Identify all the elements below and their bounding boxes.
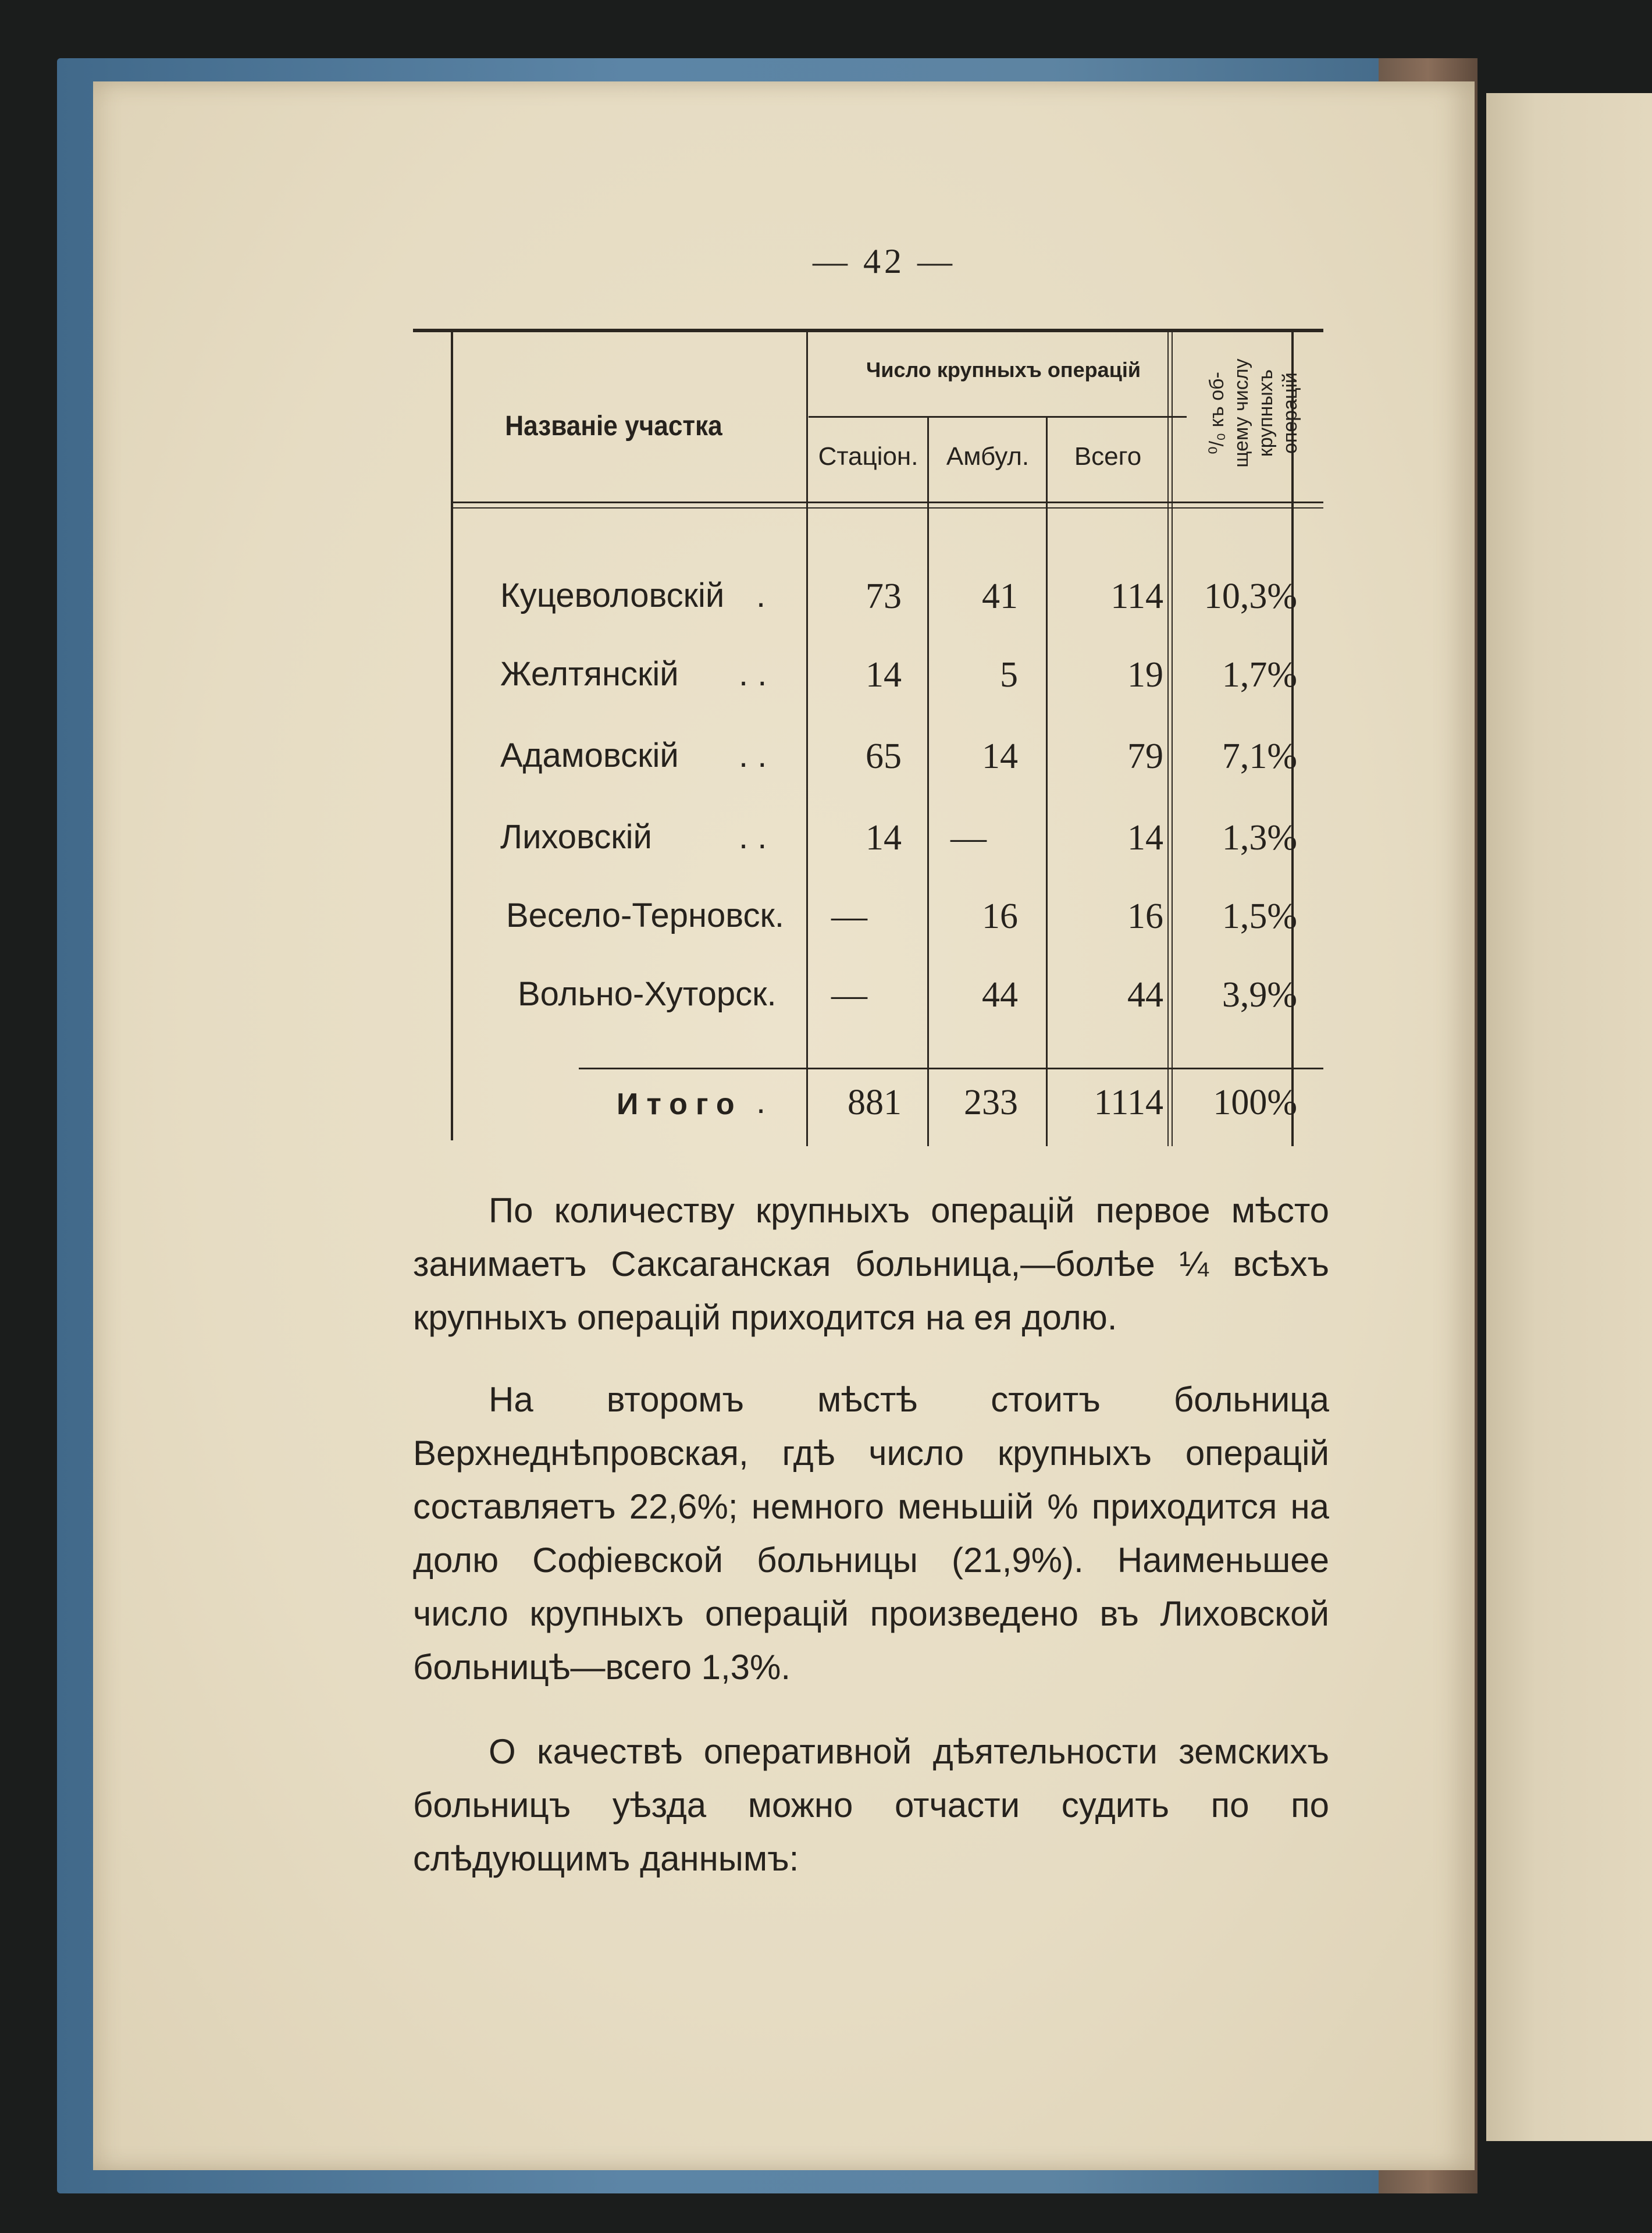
table-top-rule bbox=[413, 329, 1323, 332]
row-total: 79 bbox=[1127, 737, 1163, 776]
percent-header-line: операцій bbox=[1279, 372, 1301, 454]
table-row bbox=[413, 576, 1329, 634]
paragraph-text: По количеству крупныхъ операцій первое мѣсто занимаетъ Саксаганская больница,—болѣе ¼ всѣхъ крупныхъ операцій приходится на ея долю. bbox=[413, 1191, 1329, 1337]
row-amb: 16 bbox=[982, 897, 1018, 936]
row-dots: . . bbox=[739, 737, 767, 774]
total-amb: 233 bbox=[964, 1083, 1018, 1122]
table-row bbox=[413, 817, 1329, 876]
total-rule bbox=[579, 1068, 1323, 1069]
adjacent-page-edge bbox=[1486, 93, 1652, 2141]
total-dots: . bbox=[756, 1083, 766, 1121]
total-label: Итого bbox=[617, 1087, 743, 1121]
group-header-rule bbox=[809, 416, 1187, 418]
row-percent: 7,1% bbox=[1222, 737, 1297, 776]
row-name: Вольно-Хуторск. bbox=[518, 975, 777, 1013]
row-percent: 1,3% bbox=[1222, 818, 1297, 858]
header-bottom-rule bbox=[451, 502, 1323, 503]
row-stat: 14 bbox=[866, 655, 902, 695]
row-amb: 44 bbox=[982, 975, 1018, 1015]
row-total: 114 bbox=[1110, 577, 1163, 616]
column-header-stat: Стаціон. bbox=[818, 442, 918, 471]
total-total: 1114 bbox=[1094, 1083, 1163, 1122]
percent-header-line: крупныхъ bbox=[1255, 369, 1277, 457]
column-header-percent bbox=[1187, 337, 1320, 489]
table-total-row bbox=[413, 1082, 1329, 1140]
percent-header-line: ⁰/₀ къ об- bbox=[1206, 372, 1228, 454]
row-percent: 3,9% bbox=[1222, 975, 1297, 1015]
row-percent: 1,5% bbox=[1222, 897, 1297, 936]
row-total: 14 bbox=[1127, 818, 1163, 858]
row-name: Весело-Терновск. bbox=[506, 897, 784, 934]
page-number: — 42 — bbox=[813, 242, 956, 280]
paragraph bbox=[413, 1725, 1329, 1886]
row-percent: 1,7% bbox=[1222, 655, 1297, 695]
total-percent: 100% bbox=[1213, 1083, 1297, 1122]
table-row bbox=[413, 736, 1329, 794]
row-total: 16 bbox=[1127, 897, 1163, 936]
row-dots: . bbox=[756, 577, 766, 614]
paragraph-text: О качествѣ оперативной дѣятельности земскихъ больницъ уѣзда можно отчасти судить по по слѣдующимъ даннымъ: bbox=[413, 1732, 1329, 1878]
table-row bbox=[413, 896, 1329, 954]
paragraph bbox=[413, 1184, 1329, 1345]
row-amb: 41 bbox=[982, 577, 1018, 616]
row-name: Адамовскій bbox=[500, 737, 679, 774]
operations-table bbox=[413, 329, 1329, 1149]
header-bottom-rule-2 bbox=[451, 507, 1323, 509]
row-dots: . . bbox=[739, 818, 767, 856]
row-name: Куцеволовскій bbox=[500, 577, 725, 614]
percent-header-line: щему числу bbox=[1230, 358, 1252, 468]
column-header-amb: Амбул. bbox=[946, 442, 1030, 471]
row-percent: 10,3% bbox=[1204, 577, 1297, 616]
row-stat: — bbox=[831, 975, 867, 1015]
paragraph-text: На второмъ мѣстѣ стоитъ больница Верхнеднѣпровская, гдѣ число крупныхъ операцій составляетъ 22,6%; немного меньшій % приходится на долю Софіевской больницы (21,9%). Наименьшее число крупныхъ операцій произведено въ Лиховской больницѣ—всего 1,3%. bbox=[413, 1380, 1329, 1687]
row-amb: 14 bbox=[982, 737, 1018, 776]
row-amb: 5 bbox=[1000, 655, 1018, 695]
row-name: Лиховскій bbox=[500, 818, 652, 856]
total-stat: 881 bbox=[848, 1083, 902, 1122]
row-dots: . . bbox=[739, 655, 767, 693]
paragraph bbox=[413, 1373, 1329, 1694]
row-amb: — bbox=[950, 818, 987, 858]
row-total: 44 bbox=[1127, 975, 1163, 1015]
row-stat: 73 bbox=[866, 577, 902, 616]
row-name: Желтянскій bbox=[500, 655, 679, 693]
row-stat: 14 bbox=[866, 818, 902, 858]
column-header-total: Всего bbox=[1074, 442, 1142, 471]
table-row bbox=[413, 975, 1329, 1033]
row-total: 19 bbox=[1127, 655, 1163, 695]
column-header-name: Названіе участка bbox=[505, 411, 722, 442]
row-stat: — bbox=[831, 897, 867, 936]
column-group-header: Число крупныхъ операцій bbox=[866, 358, 1141, 382]
row-stat: 65 bbox=[866, 737, 902, 776]
table-row bbox=[413, 655, 1329, 713]
